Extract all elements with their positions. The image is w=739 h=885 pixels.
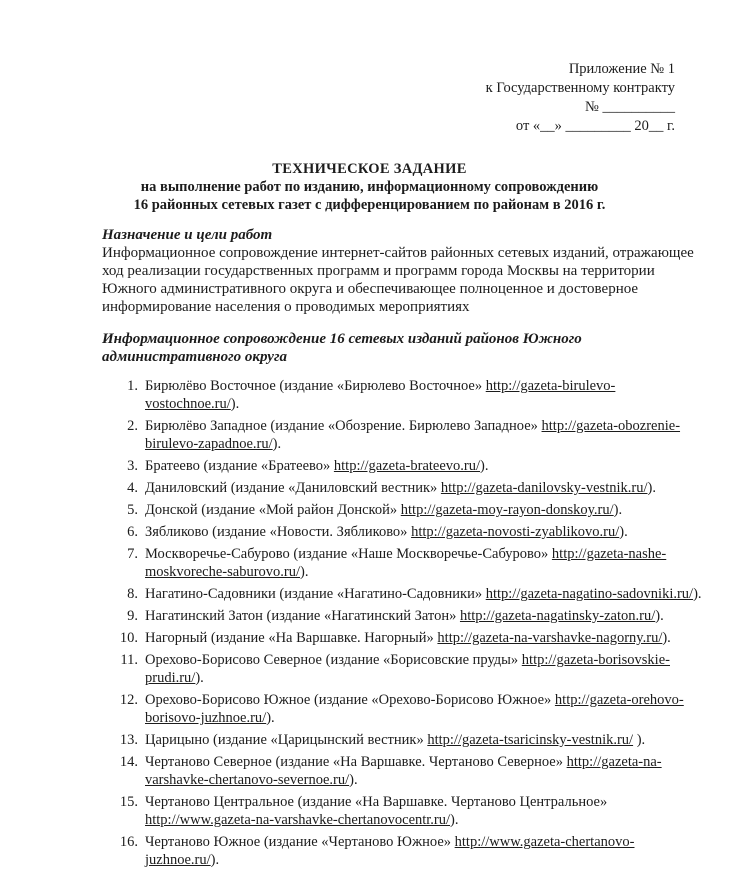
list-item-number: 16. (119, 834, 138, 850)
appendix-header (486, 60, 675, 136)
edition-url-link[interactable]: http://gazeta-obozrenie-birulevo-zapadnoe.ru/ (145, 418, 681, 452)
list-item (102, 651, 702, 687)
list-item-text: Донской (издание «Мой район Донской» (145, 502, 401, 518)
edition-url-link[interactable]: http://gazeta-novosti-zyablikovo.ru/ (411, 524, 620, 540)
edition-url-link[interactable]: http://www.gazeta-na-varshavke-chertanovocentr.ru/ (145, 812, 451, 828)
edition-url-link[interactable]: http://www.gazeta-chertanovo-juzhnoe.ru/ (145, 834, 635, 868)
purpose-heading: Назначение и цели работ (102, 227, 273, 243)
list-item-number: 10. (119, 630, 138, 646)
list-item (102, 793, 702, 829)
list-item-number: 13. (119, 732, 138, 748)
list-item-tail: ). (613, 502, 623, 518)
edition-url-link[interactable]: http://gazeta-na-varshavke-nagorny.ru/ (437, 630, 663, 646)
list-item-text: Чертаново Северное (издание «На Варшавке. Чертаново Северное» (145, 754, 567, 770)
list-item-number: 4. (127, 480, 138, 496)
list-item-number: 9. (127, 608, 138, 624)
appendix-number: Приложение № 1 (568, 61, 675, 77)
list-item (102, 731, 702, 749)
list-item-tail: ). (266, 710, 275, 726)
edition-url-link[interactable]: http://gazeta-brateevo.ru/ (333, 458, 481, 474)
list-item-tail: ). (300, 564, 309, 580)
appendix-contract-date: от «__» _________ 20__ г. (515, 118, 675, 134)
edition-url-link[interactable]: http://gazeta-na-varshavke-chertanovo-severnoe.ru/ (145, 754, 662, 788)
list-item-tail: ). (349, 772, 358, 788)
list-item (102, 629, 702, 647)
edition-url-link[interactable]: http://gazeta-nagatinsky-zaton.ru/ (459, 608, 656, 624)
list-heading (102, 330, 582, 366)
list-item-number: 14. (119, 754, 138, 770)
list-item-tail: ). (195, 670, 204, 686)
list-item-tail: ). (210, 852, 220, 868)
document-title (0, 160, 739, 214)
list-item (102, 377, 702, 413)
list-item (102, 501, 702, 519)
list-item-text: Нагатино-Садовники (издание «Нагатино-Садовники» (145, 586, 486, 602)
list-item-text: Братеево (издание «Братеево» (145, 458, 334, 474)
edition-url-link[interactable]: http://gazeta-nagatino-sadovniki.ru/ (485, 586, 694, 602)
list-item (102, 691, 702, 727)
list-item (102, 753, 702, 789)
list-item-text: Чертаново Центральное (издание «На Варшавке. Чертаново Центральное» (145, 794, 608, 810)
list-item-text: Чертаново Южное (издание «Чертаново Южное» (145, 834, 455, 850)
list-item-text: Орехово-Борисово Северное (издание «Борисовские пруды» (145, 652, 522, 668)
edition-url-link[interactable]: http://gazeta-orehovo-borisovo-juzhnoe.ru/ (145, 692, 684, 726)
list-item-text: Зябликово (издание «Новости. Зябликово» (145, 524, 412, 540)
list-item-tail: ). (655, 608, 664, 624)
list-heading-line-1: Информационное сопровождение 16 сетевых изданий районов Южного (102, 331, 582, 347)
list-item-text: Бирюлёво Западное (издание «Обозрение. Бирюлево Западное» (145, 418, 542, 434)
list-item (102, 457, 702, 475)
edition-url-link[interactable]: http://gazeta-birulevo-vostochnoe.ru/ (145, 378, 616, 412)
title-subtitle-2: 16 районных сетевых газет с дифференцированием по районам в 2016 г. (133, 197, 606, 213)
list-item-number: 2. (127, 418, 138, 434)
list-item-number: 12. (119, 692, 138, 708)
list-item (102, 607, 702, 625)
edition-url-link[interactable]: http://gazeta-borisovskie-prudi.ru/ (145, 652, 670, 686)
list-heading-line-2: административного округа (102, 349, 287, 365)
list-item-number: 8. (127, 586, 138, 602)
editions-list (102, 377, 702, 873)
edition-url-link[interactable]: http://gazeta-danilovsky-vestnik.ru/ (440, 480, 648, 496)
list-item-text: Нагатинский Затон (издание «Нагатинский Затон» (145, 608, 460, 624)
edition-url-link[interactable]: http://gazeta-moy-rayon-donskoy.ru/ (400, 502, 614, 518)
list-item-text: Орехово-Борисово Южное (издание «Орехово-Борисово Южное» (145, 692, 555, 708)
appendix-contract-number: № __________ (585, 99, 675, 115)
list-item-tail: ). (619, 524, 628, 540)
list-item-tail: ). (230, 396, 240, 412)
title-subtitle-1: на выполнение работ по изданию, информационному сопровождению (140, 179, 599, 195)
list-item-tail: ). (693, 586, 702, 602)
list-item-number: 5. (127, 502, 138, 518)
list-item (102, 523, 702, 541)
list-item-tail: ). (647, 480, 656, 496)
list-item-tail: ). (450, 812, 459, 828)
edition-url-link[interactable]: http://gazeta-tsaricinsky-vestnik.ru/ (427, 732, 634, 748)
edition-url-link[interactable]: http://gazeta-nashe-moskvoreche-saburovo.ru/ (145, 546, 667, 580)
list-item-tail: ). (633, 732, 646, 748)
list-item-text: Москворечье-Сабурово (издание «Наше Москворечье-Сабурово» (145, 546, 552, 562)
list-item (102, 479, 702, 497)
appendix-contract-ref: к Государственному контракту (485, 80, 675, 96)
list-item-tail: ). (662, 630, 671, 646)
list-item-number: 3. (127, 458, 138, 474)
list-item (102, 585, 702, 603)
list-item (102, 417, 702, 453)
list-item-number: 6. (127, 524, 138, 540)
list-item (102, 545, 702, 581)
list-item-text: Даниловский (издание «Даниловский вестник» (145, 480, 441, 496)
list-item-number: 7. (127, 546, 138, 562)
title-main: ТЕХНИЧЕСКОЕ ЗАДАНИЕ (272, 161, 467, 177)
list-item-text: Нагорный (издание «На Варшавке. Нагорный» (145, 630, 438, 646)
list-item-number: 11. (120, 652, 138, 668)
list-item-number: 1. (127, 378, 138, 394)
list-item (102, 833, 702, 869)
list-item-tail: ). (480, 458, 489, 474)
list-item-tail: ). (272, 436, 282, 452)
list-item-text: Бирюлёво Восточное (издание «Бирюлево Восточное» (145, 378, 486, 394)
list-item-number: 15. (119, 794, 138, 810)
list-item-text: Царицыно (издание «Царицынский вестник» (145, 732, 428, 748)
purpose-text: Информационное сопровождение интернет-сайтов районных сетевых изданий, отражающее ход реализации государственных программ и программ города Москвы на территории Южного административного округа и обеспечивающее полноценное и достоверное информирование населения о проводимых мероприятиях (102, 245, 694, 315)
